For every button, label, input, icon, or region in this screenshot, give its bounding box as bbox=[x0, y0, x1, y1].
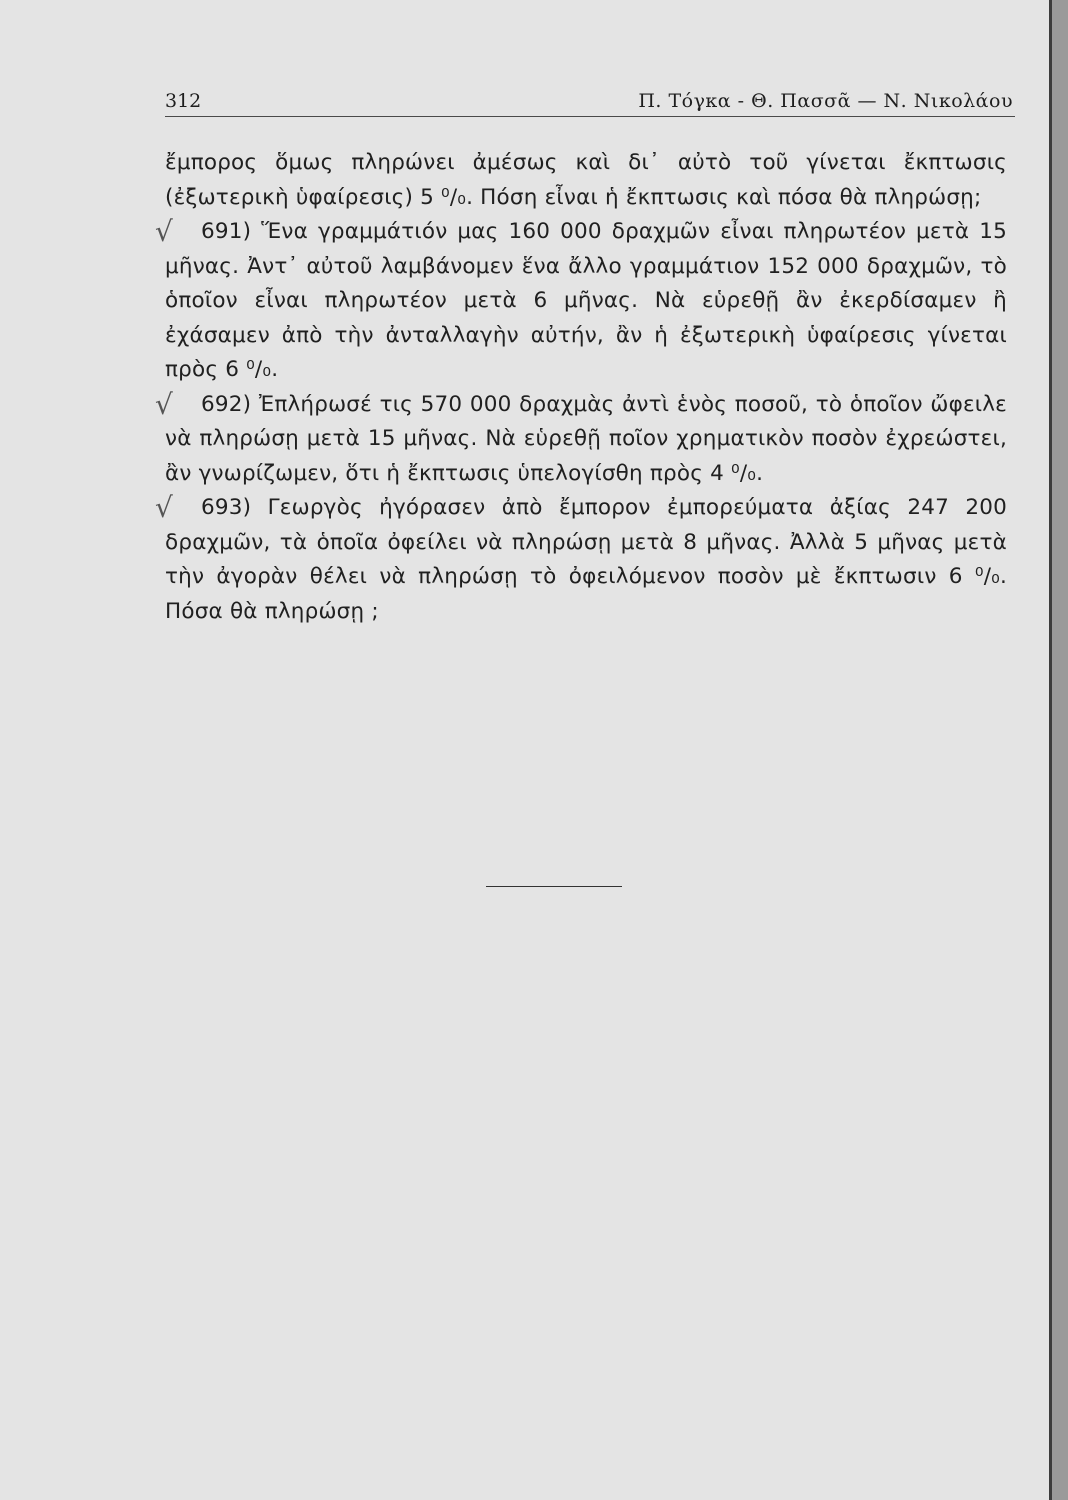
problem-693 bbox=[155, 491, 1007, 629]
body-text bbox=[155, 146, 1007, 629]
running-head: Π. Τόγκα - Θ. Πασσᾶ — Ν. Νικολάου bbox=[638, 90, 1013, 112]
problem-text: 693) Γεωργὸς ἠγόρασεν ἀπὸ ἔμπορον ἐμπορεύματα ἀξίας 247 200 δραχμῶν, τὰ ὁποῖα ὀφείλει νὰ πληρώσῃ μετὰ 8 μῆνας. Ἀλλὰ 5 μῆνας μετὰ τὴν ἀγορὰν θέλει νὰ πληρώσῃ τὸ ὀφειλόμενον ποσὸν μὲ ἔκπτωσιν 6 ⁰/₀. Πόσα θὰ πληρώσῃ ; bbox=[165, 495, 1007, 624]
problem-text: 692) Ἐπλήρωσέ τις 570 000 δραχμὰς ἀντὶ ἑνὸς ποσοῦ, τὸ ὁποῖον ὤφειλε νὰ πληρώσῃ μετὰ 15 μῆνας. Νὰ εὑρεθῇ ποῖον χρηματικὸν ποσὸν ἐχρεώστει, ἂν γνωρίζωμεν, ὅτι ἡ ἔκπτωσις ὑπελογίσθη πρὸς 4 ⁰/₀. bbox=[165, 391, 1007, 486]
problem-691 bbox=[155, 215, 1007, 388]
page-number: 312 bbox=[165, 90, 202, 112]
problem-692 bbox=[155, 387, 1007, 492]
section-end-rule bbox=[486, 886, 622, 887]
problem-text: 691) Ἕνα γραμμάτιόν μας 160 000 δραχμῶν εἶναι πληρωτέον μετὰ 15 μῆνας. Ἀντ᾽ αὐτοῦ λαμβάνομεν ἕνα ἄλλο γραμμάτιον 152 000 δραχμῶν, τὸ ὁποῖον εἶναι πληρωτέον μετὰ 6 μῆνας. Νὰ εὑρεθῇ ἂν ἐκερδίσαμεν ἢ ἐχάσαμεν ἀπὸ τὴν ἀνταλλαγὴν αὐτήν, ἂν ἡ ἐξωτερικὴ ὑφαίρεσις γίνεται πρὸς 6 ⁰/₀. bbox=[165, 219, 1007, 382]
paragraph-continuation bbox=[165, 146, 1007, 215]
pencil-check-icon: √ bbox=[155, 215, 174, 248]
pencil-check-icon: √ bbox=[155, 491, 174, 524]
page-header bbox=[165, 86, 1015, 117]
paragraph-text: ἔμπορος ὅμως πληρώνει ἀμέσως καὶ δι᾽ αὐτὸ τοῦ γίνεται ἔκπτωσις (ἐξωτερικὴ ὑφαίρεσις) 5 ⁰/₀. Πόση εἶναι ἡ ἔκπτωσις καὶ πόσα θὰ πληρώσῃ; bbox=[165, 150, 1007, 210]
pencil-check-icon: √ bbox=[155, 387, 174, 421]
